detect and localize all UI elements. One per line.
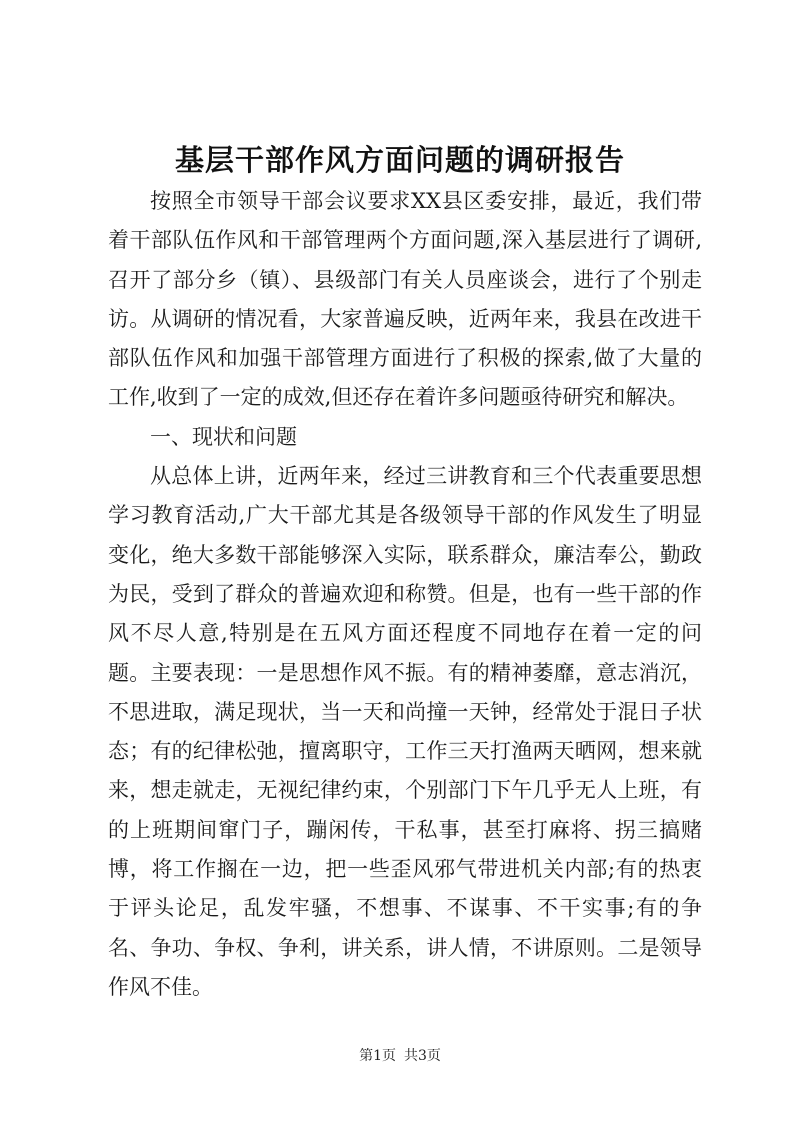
- document-title: 基层干部作风方面问题的调研报告: [174, 143, 625, 177]
- paragraph-intro: 按照全市领导干部会议要求XX县区委安排，最近，我们带着干部队伍作风和干部管理两个方面问题,深入基层进行了调研,召开了部分乡（镇）、县级部门有关人员座谈会，进行了个别走访。从调研的情况看，大家普遍反映，近两年来，我县在改进干部队伍作风和加强干部管理方面进行了积极的探索,做了大量的工作,收到了一定的成效,但还存在着许多问题亟待研究和解决。: [108, 189, 702, 410]
- document-body: [108, 182, 702, 1007]
- paragraph-status: 从总体上讲，近两年来，经过三讲教育和三个代表重要思想学习教育活动,广大干部尤其是各级领导干部的作风发生了明显变化，绝大多数干部能够深入实际，联系群众，廉洁奉公，勤政为民，受到了群众的普遍欢迎和称赞。但是，也有一些干部的作风不尽人意,特别是在五风方面还程度不同地存在着一定的问题。主要表现：一是思想作风不振。有的精神萎靡，意志消沉，不思进取，满足现状，当一天和尚撞一天钟，经常处于混日子状态；有的纪律松弛，擅离职守，工作三天打渔两天晒网，想来就来，想走就走，无视纪律约束，个别部门下午几乎无人上班，有的上班期间窜门子，蹦闲传，干私事，甚至打麻将、拐三搞赌博，将工作搁在一边，把一些歪风邪气带进机关内部;有的热衷于评头论足，乱发牢骚，不想事、不谋事、不干实事;有的争名、争功、争权、争利，讲关系，讲人情，不讲原则。二是领导作风不佳。: [108, 464, 702, 999]
- section-heading: 一、现状和问题: [150, 424, 297, 449]
- page-footer: [0, 1046, 800, 1066]
- page-number: 第1页: [359, 1048, 396, 1064]
- page-total: 共3页: [404, 1048, 441, 1064]
